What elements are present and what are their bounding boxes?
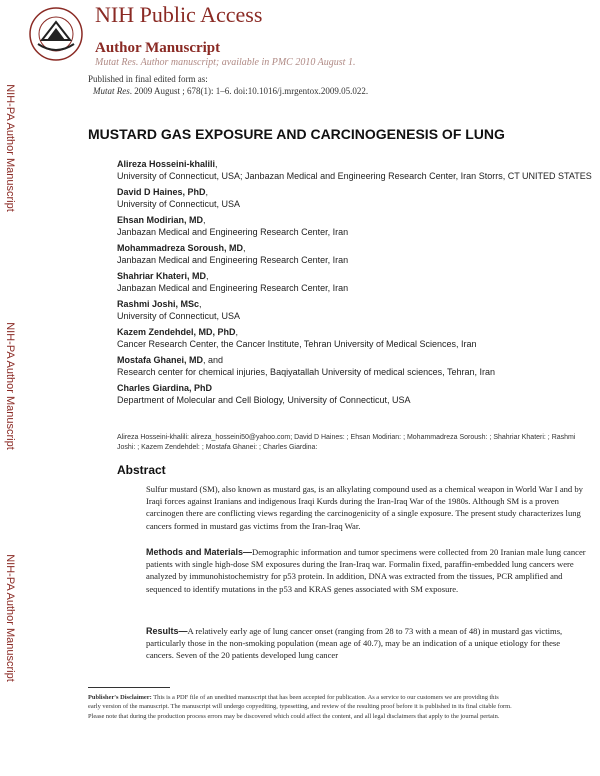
author-affiliation: University of Connecticut, USA: [117, 199, 241, 209]
results-text: A relatively early age of lung cancer onset (ranging from 28 to 73 with a mean of 48) in mustard gas victims, particularly those in the non-smoking population (mean age of 40.7), may be an indication of a unique etiology for these cancers. Seven of the 20 patients developed lung cancer: [146, 626, 563, 661]
sidebar-label-top: NIH-PA Author Manuscript: [4, 84, 16, 212]
journal-name: Mutat Res: [93, 86, 130, 96]
author-name: Mohammadreza Soroush, MD: [117, 243, 244, 253]
author-entry: [117, 270, 592, 294]
methods-text: Demographic information and tumor specimens were collected from 20 Iranian male lung cancer patients with single high-dose SM exposures during the Iran-Iraq war. Formalin fixed, paraffin-embedded lung cancers were analyzed by immunohistochemistry for p53 protein. In addition, DNA was extracted from the tissues, PCR amplified and sequenced to identify mutations in the p53 and KRAS genes associated with SM exposure.: [146, 547, 586, 594]
author-name: Mostafa Ghanei, MD: [117, 355, 204, 365]
author-suffix: ,: [205, 187, 209, 197]
citation: [93, 86, 368, 96]
abstract-methods: [146, 546, 586, 595]
author-entry: [117, 382, 592, 406]
author-entry: [117, 242, 592, 266]
abstract-intro: Sulfur mustard (SM), also known as mustard gas, is an alkylating compound used as a chemical weapon in World War I and by Iraqi forces against Iranians and indigenous Iraqi Kurds during the Iran-Iraq War of the 1980s. Although SM is a proven carcinogen there are conflicting views regarding the carcinogenicity of a single exposure. The present study characterizes lung cancers formed in mustard gas victims from the Iran-Iraq War.: [146, 484, 583, 531]
results-label: Results—: [146, 626, 188, 636]
author-suffix: ,: [243, 243, 246, 253]
methods-label: Methods and Materials—: [146, 547, 253, 557]
author-entry: [117, 298, 592, 322]
footnote-divider: [88, 687, 170, 688]
author-affiliation: Research center for chemical injuries, Baqiyatallah University of medical sciences, Tehran, Iran: [117, 367, 496, 377]
author-entry: [117, 186, 592, 210]
author-affiliation: University of Connecticut, USA: [117, 311, 241, 321]
published-note: Published in final edited form as:: [88, 74, 208, 84]
citation-details: . 2009 August ; 678(1): 1–6. doi:10.1016/j.mrgentox.2009.05.022.: [129, 86, 369, 96]
author-list: [117, 158, 592, 410]
author-entry: [117, 354, 592, 378]
author-affiliation: Cancer Research Center, the Cancer Institute, Tehran University of Medical Sciences, Iran: [117, 339, 477, 349]
author-affiliation: Department of Molecular and Cell Biology, University of Connecticut, USA: [117, 395, 411, 405]
author-suffix: ,: [235, 327, 239, 337]
author-name: Ehsan Modirian, MD: [117, 215, 204, 225]
author-manuscript-label: Author Manuscript: [95, 40, 221, 56]
disclaimer-text: This is a PDF file of an unedited manuscript that has been accepted for publication. As a service to our customers we are providing this early version of the manuscript. The manuscript will undergo copyediting, typesetting, and review of the resulting proof before it is published in its final citable form. Please note that during the production process errors may be discovered which could affect the content, and all legal disclaimers that apply to the journal pertain.: [88, 694, 512, 720]
author-name: Rashmi Joshi, MSc: [117, 299, 200, 309]
abstract-heading: Abstract: [117, 463, 166, 477]
availability-note: Mutat Res. Author manuscript; available in PMC 2010 August 1.: [95, 57, 356, 68]
author-name: Shahriar Khateri, MD: [117, 271, 207, 281]
author-name: David D Haines, PhD: [117, 187, 206, 197]
author-affiliation: Janbazan Medical and Engineering Research Center, Iran: [117, 283, 349, 293]
author-suffix: ,: [206, 271, 209, 281]
author-entry: [117, 158, 592, 182]
sidebar-label-middle: NIH-PA Author Manuscript: [4, 322, 16, 450]
author-name: Charles Giardina, PhD: [117, 383, 213, 393]
author-affiliation: University of Connecticut, USA; Janbazan Medical and Engineering Research Center, Iran Storrs, CT UNITED STATES: [117, 171, 592, 181]
disclaimer-label: Publisher's Disclaimer:: [88, 694, 152, 701]
abstract-results: [146, 625, 586, 662]
author-affiliation: Janbazan Medical and Engineering Research Center, Iran: [117, 227, 349, 237]
author-name: Kazem Zendehdel, MD, PhD: [117, 327, 236, 337]
author-entry: [117, 214, 592, 238]
publisher-disclaimer: [88, 693, 513, 721]
article-title: MUSTARD GAS EXPOSURE AND CARCINOGENESIS OF LUNG: [88, 126, 505, 142]
author-suffix: ,: [203, 215, 206, 225]
author-suffix: ,: [199, 299, 202, 309]
author-emails: Alireza Hosseini-khalili: alireza_hosseini50@yahoo.com; David D Haines: ; Ehsan Modirian: ; Mohammadreza Soroush: ; Shahriar Khateri: ; Rashmi Joshi: ; Kazem Zendehdel: ; Mostafa Ghanei: ; Charles Giardina:: [117, 434, 576, 451]
author-entry: [117, 326, 592, 350]
nih-public-access-title: NIH Public Access: [95, 2, 263, 27]
author-affiliation: Janbazan Medical and Engineering Research Center, Iran: [117, 255, 349, 265]
sidebar-label-bottom: NIH-PA Author Manuscript: [4, 554, 16, 682]
author-suffix: ,: [215, 159, 218, 169]
author-suffix: , and: [203, 355, 224, 365]
nih-logo: [28, 4, 84, 70]
author-name: Alireza Hosseini-khalili: [117, 159, 216, 169]
